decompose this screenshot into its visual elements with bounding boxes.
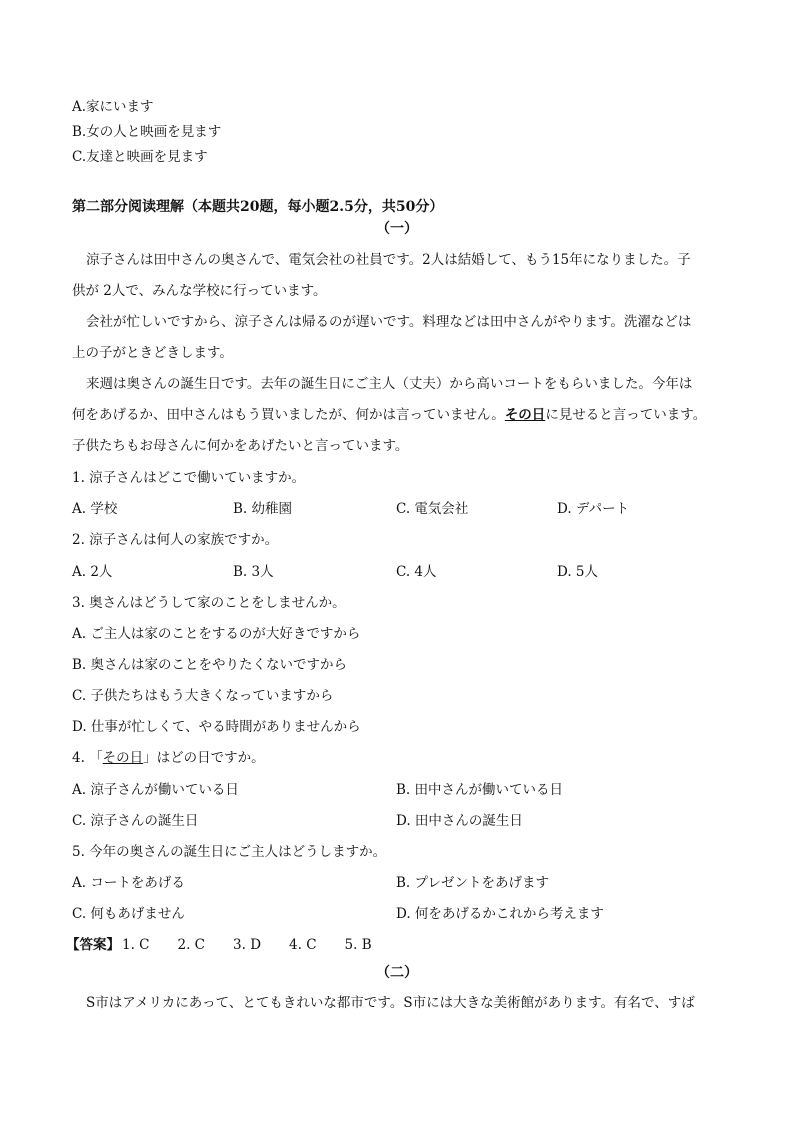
q3-option-b: B. 奥さんは家のことをやりたくないですから <box>72 657 348 673</box>
passage-line: S市はアメリカにあって、とてもきれいな都市です。S市には大きな美術館があります。有名で、すば <box>86 995 695 1011</box>
q5-option-b: B. プレゼントをあげます <box>396 875 549 891</box>
q3-option-d: D. 仕事が忙しくて、やる時間がありませんから <box>72 719 361 735</box>
option-a: A.家にいます <box>72 99 154 115</box>
q4-option-a: A. 涼子さんが働いている日 <box>72 782 239 798</box>
answer-item: 5. B <box>344 937 372 953</box>
q3-option-a: A. ご主人は家のことをするのが大好きですから <box>72 626 361 642</box>
emphasis-sono-hi: その日 <box>504 407 546 423</box>
q5-option-d: D. 何をあげるかこれから考えます <box>396 906 604 922</box>
option-c: C.友達と映画を見ます <box>72 149 208 165</box>
question-4-prefix: 4. 「 <box>72 750 103 766</box>
option-b: B.女の人と映画を見ます <box>72 124 222 140</box>
q4-option-b: B. 田中さんが働いている日 <box>396 782 564 798</box>
question-4 <box>72 748 265 768</box>
answer-item: 2. C <box>177 937 206 953</box>
section-heading: 第二部分阅读理解（本题共20题，每小题2.5分，共50分） <box>72 199 444 215</box>
passage-line: 来週は奥さんの誕生日です。去年の誕生日にご主人（丈夫）から高いコートをもらいました。今年は <box>86 376 693 392</box>
answer-item: 1. C <box>122 937 150 953</box>
passage-text: に見せると言っています。 <box>545 407 707 423</box>
q2-option-b: B. 3人 <box>233 564 274 580</box>
passage-line <box>72 405 706 425</box>
question-5: 5. 今年の奥さんの誕生日にご主人はどうしますか。 <box>72 844 387 860</box>
answer-key <box>66 935 400 955</box>
question-2: 2. 涼子さんは何人の家族ですか。 <box>72 532 279 548</box>
q1-option-a: A. 学校 <box>72 501 118 517</box>
answer-item: 4. C <box>289 937 317 953</box>
passage-line: 会社が忙しいですから、涼子さんは帰るのが遅いです。料理などは田中さんがやります。洗濯などは <box>86 314 692 330</box>
q5-option-a: A. コートをあげる <box>72 875 185 891</box>
answer-item: 3. D <box>233 937 262 953</box>
part1-title: （一） <box>376 221 418 237</box>
q2-option-d: D. 5人 <box>557 564 599 580</box>
passage-line: 涼子さんは田中さんの奥さんで、電気会社の社員です。2人は結婚して、もう15年になりました。子 <box>86 252 691 268</box>
q2-option-c: C. 4人 <box>396 564 437 580</box>
q1-option-c: C. 電気会社 <box>396 501 469 517</box>
question-4-suffix: 」はどの日ですか。 <box>143 750 265 766</box>
q3-option-c: C. 子供たちはもう大きくなっていますから <box>72 688 334 704</box>
q4-option-c: C. 涼子さんの誕生日 <box>72 813 199 829</box>
passage-text: 何をあげるか、田中さんはもう買いましたが、何かは言っていません。 <box>72 407 505 423</box>
passage-line: 上の子がときどきします。 <box>72 345 233 361</box>
question-1: 1. 涼子さんはどこで働いていますか。 <box>72 470 306 486</box>
question-3: 3. 奥さんはどうして家のことをしませんか。 <box>72 595 346 611</box>
answer-label: 【答案】 <box>66 937 120 953</box>
q5-option-c: C. 何もあげません <box>72 906 185 922</box>
question-4-underlined: その日 <box>102 750 144 766</box>
part2-title: （二） <box>376 965 418 981</box>
q4-option-d: D. 田中さんの誕生日 <box>396 813 523 829</box>
q2-option-a: A. 2人 <box>72 564 113 580</box>
q1-option-b: B. 幼稚園 <box>233 501 293 517</box>
q1-option-d: D. デパート <box>557 501 630 517</box>
passage-line: 供が 2人で、みんな学校に行っています。 <box>72 283 327 299</box>
passage-line: 子供たちもお母さんに何かをあげたいと言っています。 <box>72 438 409 454</box>
